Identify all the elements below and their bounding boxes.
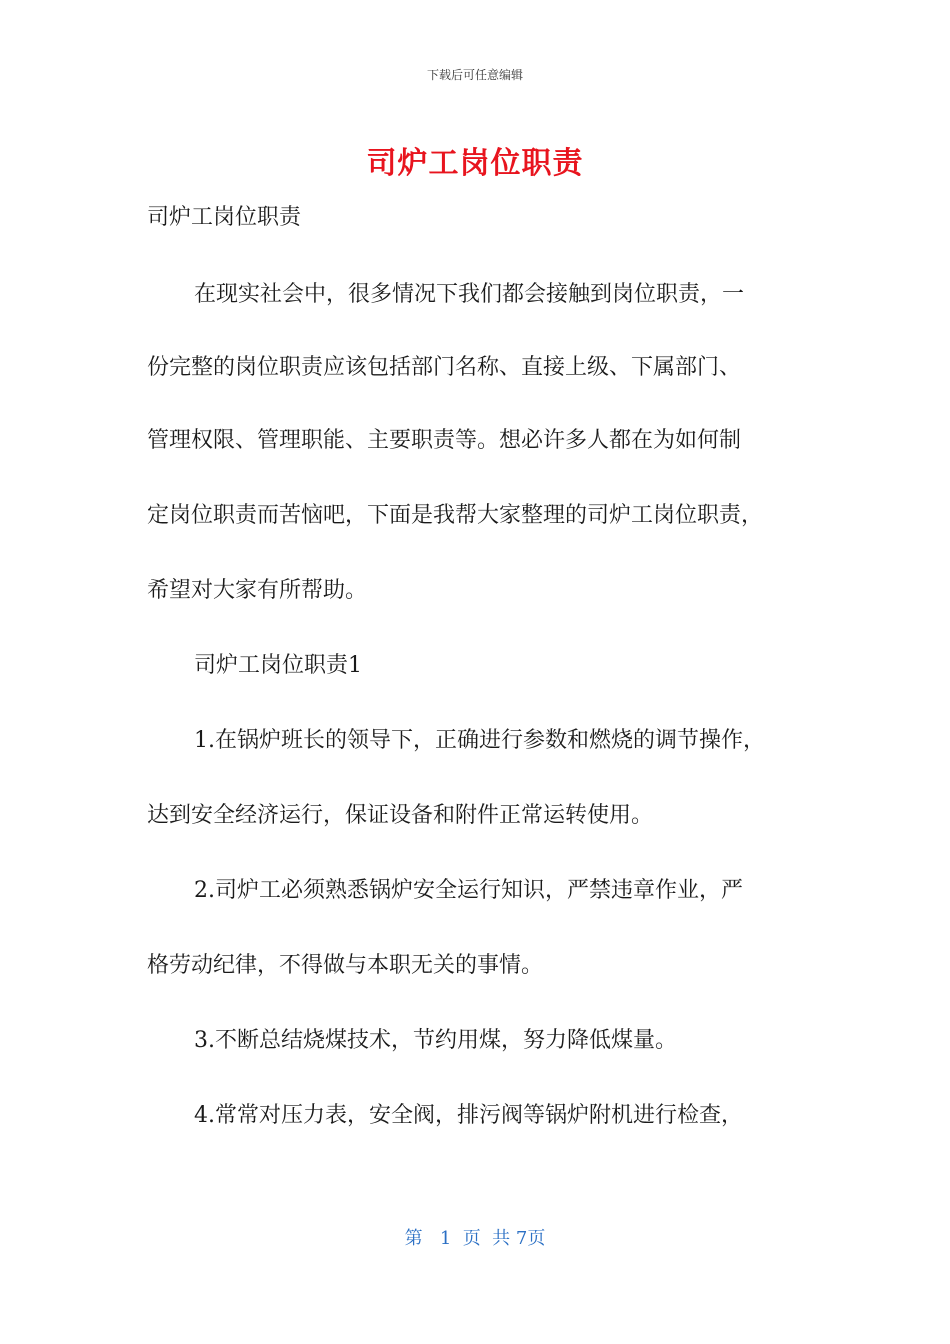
paragraph-line: 3.不断总结烧煤技术，节约用煤，努力降低煤量。 [194, 1028, 677, 1053]
paragraph-line: 4.常常对压力表，安全阀，排污阀等锅炉附机进行检查， [194, 1103, 743, 1128]
download-note: 下载后可任意编辑 [426, 68, 523, 82]
paragraph-line: 份完整的岗位职责应该包括部门名称、直接上级、下属部门、 [147, 355, 742, 380]
paragraph-line: 希望对大家有所帮助。 [147, 578, 368, 603]
section-heading: 司炉工岗位职责 [147, 205, 302, 230]
page-number-label: 第 1 页 共 7页 [404, 1228, 546, 1249]
paragraph-line: 定岗位职责而苦恼吧，下面是我帮大家整理的司炉工岗位职责， [147, 503, 764, 528]
paragraph-line: 1.在锅炉班长的领导下，正确进行参数和燃烧的调节操作， [194, 728, 765, 753]
page-number-footer [0, 1226, 950, 1252]
paragraph-line: 2.司炉工必须熟悉锅炉安全运行知识，严禁违章作业，严 [194, 878, 743, 903]
paragraph-line: 达到安全经济运行，保证设备和附件正常运转使用。 [147, 803, 654, 828]
paragraph-line: 管理权限、管理职能、主要职责等。想必许多人都在为如何制 [147, 428, 742, 453]
paragraph-line: 在现实社会中，很多情况下我们都会接触到岗位职责，一 [194, 282, 745, 307]
document-title: 司炉工岗位职责 [366, 146, 584, 181]
subsection-heading: 司炉工岗位职责1 [194, 653, 362, 678]
paragraph-line: 格劳动纪律，不得做与本职无关的事情。 [147, 953, 544, 978]
